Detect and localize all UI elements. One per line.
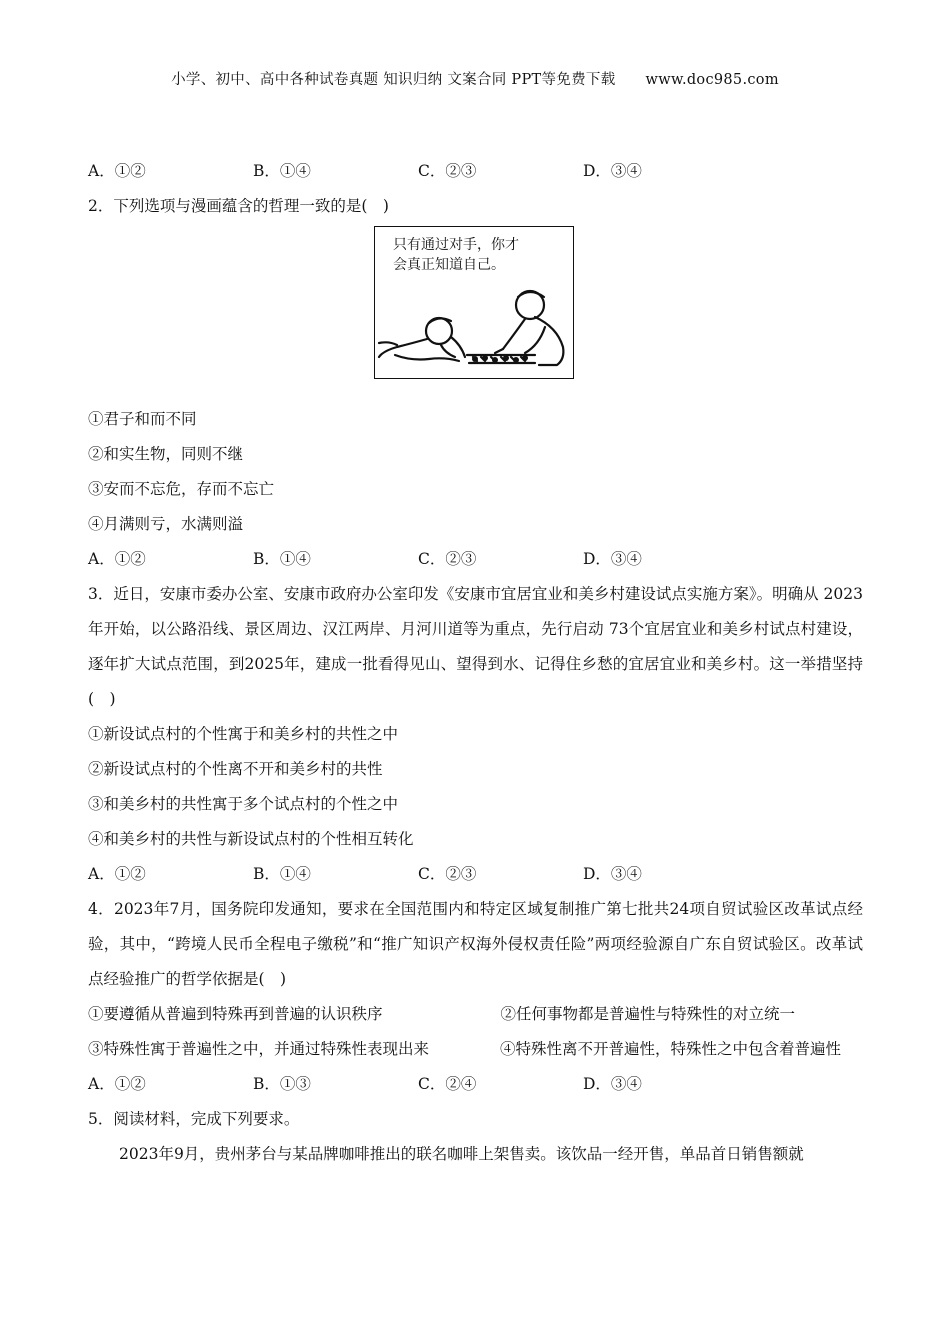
option-b: B．①④ (253, 162, 311, 180)
q4-stem: 4．2023年7月，国务院印发通知，要求在全国范围内和特定区域复制推广第七批共24项自贸试验区改革试点经验，其中，“跨境人民币全程电子缴税”和“推广知识产权海外侵权责任险”两项经验源自广东自贸试验区。改革试点经验推广的哲学依据是( ) (88, 900, 863, 988)
q3-item-1: ①新设试点村的个性寓于和美乡村的共性之中 (88, 725, 399, 743)
q3-item-2: ②新设试点村的个性离不开和美乡村的共性 (88, 760, 383, 778)
q4-item-3: ③特殊性寓于普遍性之中，并通过特殊性表现出来 (88, 1040, 430, 1058)
q2-item-1: ①君子和而不同 (88, 410, 197, 428)
q1-options (88, 154, 863, 189)
option-c: C．②③ (418, 550, 477, 568)
header-text: 小学、初中、高中各种试卷真题 知识归纳 文案合同 PPT等免费下载 (171, 72, 616, 88)
q4-items-row-2 (88, 1032, 863, 1067)
q3-item-3: ③和美乡村的共性寓于多个试点村的个性之中 (88, 795, 399, 813)
comic-caption (393, 235, 519, 275)
option-c: C．②③ (418, 865, 477, 883)
q2-options (88, 542, 863, 577)
q4-item-4: ④特殊性离不开普遍性，特殊性之中包含着普遍性 (499, 1040, 841, 1058)
page-header (0, 68, 950, 89)
q3-options (88, 857, 863, 892)
option-a: A．①② (88, 550, 146, 568)
q3-stem: 3．近日，安康市委办公室、安康市政府办公室印发《安康市宜居宜业和美乡村建设试点实施方案》。明确从 2023年开始，以公路沿线、景区周边、汉江两岸、月河川道等为重点，先行启动 73个宜居宜业和美乡村试点村建设，逐年扩大试点范围，到2025年，建成一批看得见山、望得到水、记得住乡愁的宜居宜业和美乡村。这一举措坚持( ) (88, 585, 863, 708)
q4-item-1: ①要遵循从普遍到特殊再到普遍的认识秩序 (88, 1005, 383, 1023)
header-site: www.doc985.com (645, 72, 779, 88)
comic-figure (88, 224, 863, 388)
q2-item-2: ②和实生物，同则不继 (88, 445, 244, 463)
q2-item-3: ③安而不忘危，存而不忘亡 (88, 480, 275, 498)
option-c: C．②④ (418, 1075, 477, 1093)
option-a: A．①② (88, 1075, 146, 1093)
document-body (88, 154, 863, 1172)
q5-material: 2023年9月，贵州茅台与某品牌咖啡推出的联名咖啡上架售卖。该饮品一经开售，单品首日销售额就 (119, 1145, 804, 1163)
option-a: A．①② (88, 865, 146, 883)
q4-options (88, 1067, 863, 1102)
q4-items-row-1 (88, 997, 863, 1032)
option-b: B．①④ (253, 865, 311, 883)
q2-item-4: ④月满则亏，水满则溢 (88, 515, 244, 533)
q5-stem: 5．阅读材料，完成下列要求。 (88, 1110, 300, 1128)
option-b: B．①③ (253, 1075, 311, 1093)
q4-item-2: ②任何事物都是普遍性与特殊性的对立统一 (500, 1005, 795, 1023)
comic-frame (374, 226, 574, 379)
option-d: D．③④ (583, 550, 642, 568)
q3-item-4: ④和美乡村的共性与新设试点村的个性相互转化 (88, 830, 414, 848)
comic-caption-line-2: 会真正知道自己。 (393, 257, 505, 273)
option-b: B．①④ (253, 550, 311, 568)
comic-caption-line-1: 只有通过对手，你才 (393, 237, 519, 253)
option-d: D．③④ (583, 1075, 642, 1093)
option-c: C．②③ (418, 162, 477, 180)
option-d: D．③④ (583, 162, 642, 180)
option-a: A．①② (88, 162, 146, 180)
q2-stem: 2．下列选项与漫画蕴含的哲理一致的是( ) (88, 197, 389, 215)
option-d: D．③④ (583, 865, 642, 883)
